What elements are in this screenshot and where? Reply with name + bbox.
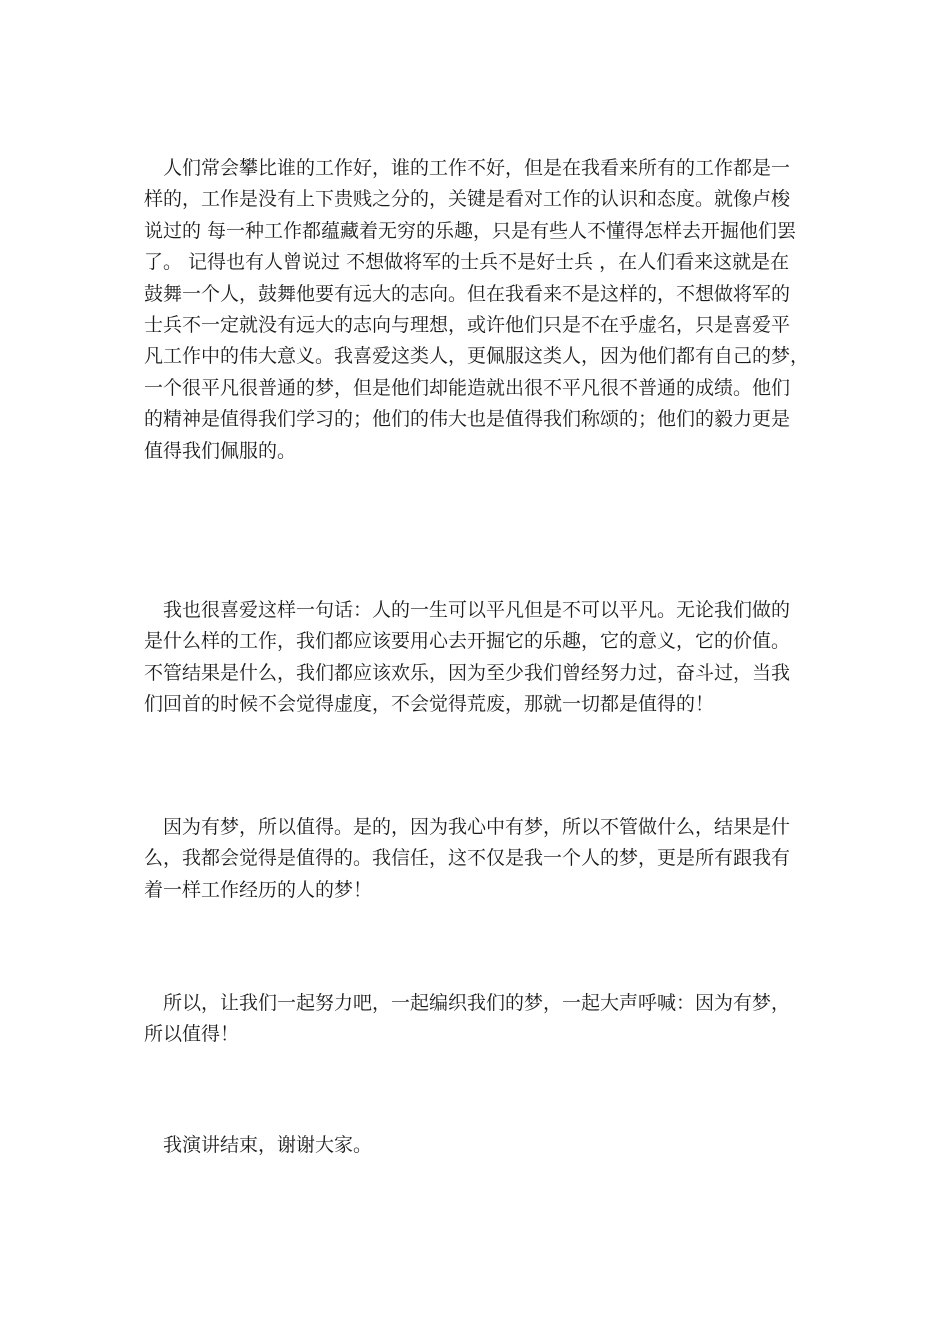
paragraph-line: 所以，让我们一起努力吧，一起编织我们的梦，一起大声呼喊：因为有梦， (144, 992, 791, 1014)
paragraph-line: 是什么样的工作，我们都应该要用心去开掘它的乐趣，它的意义，它的价值。 (144, 630, 791, 653)
paragraph-line: 着一样工作经历的人的梦！ (144, 878, 373, 901)
paragraph-line: 因为有梦，所以值得。是的，因为我心中有梦，所以不管做什么，结果是什 (144, 816, 791, 838)
paragraph-line: 所以值得！ (144, 1023, 240, 1046)
paragraph-line: 的精神是值得我们学习的；他们的伟大也是值得我们称颂的；他们的毅力更是 (144, 408, 791, 431)
paragraph-line: 们回首的时候不会觉得虚度，不会觉得荒废，那就一切都是值得的！ (144, 693, 715, 716)
paragraph-line: 凡工作中的伟大意义。我喜爱这类人，更佩服这类人，因为他们都有自己的梦， (144, 345, 810, 368)
paragraph-line: 不管结果是什么，我们都应该欢乐，因为至少我们曾经努力过，奋斗过，当我 (144, 661, 791, 684)
paragraph-line: 么，我都会觉得是值得的。我信任，这不仅是我一个人的梦，更是所有跟我有 (144, 847, 791, 870)
paragraph-2 (144, 595, 816, 721)
paragraph-line: 样的，工作是没有上下贵贱之分的，关键是看对工作的认识和态度。就像卢梭 (144, 188, 791, 211)
paragraph-line: 人们常会攀比谁的工作好，谁的工作不好，但是在我看来所有的工作都是一 (144, 157, 791, 179)
paragraph-4 (144, 988, 816, 1051)
paragraph-3 (144, 812, 816, 906)
paragraph-5 (144, 1130, 816, 1161)
paragraph-1 (144, 153, 816, 467)
paragraph-line: 鼓舞一个人，鼓舞他要有远大的志向。但在我看来不是这样的，不想做将军的 (144, 282, 791, 305)
paragraph-line: 一个很平凡很普通的梦，但是他们却能造就出很不平凡很不普通的成绩。他们 (144, 376, 791, 399)
paragraph-line: 值得我们佩服的。 (144, 439, 297, 462)
paragraph-line: 我也很喜爱这样一句话：人的一生可以平凡但是不可以平凡。无论我们做的 (144, 599, 791, 621)
paragraph-line: 说过的 每一种工作都蕴藏着无穷的乐趣，只是有些人不懂得怎样去开掘他们罢 (144, 219, 797, 242)
paragraph-line: 我演讲结束，谢谢大家。 (144, 1134, 373, 1156)
paragraph-line: 了。 记得也有人曾说过 不想做将军的士兵不是好士兵 ，在人们看来这就是在 (144, 251, 790, 274)
paragraph-line: 士兵不一定就没有远大的志向与理想，或许他们只是不在乎虚名，只是喜爱平 (144, 314, 791, 337)
